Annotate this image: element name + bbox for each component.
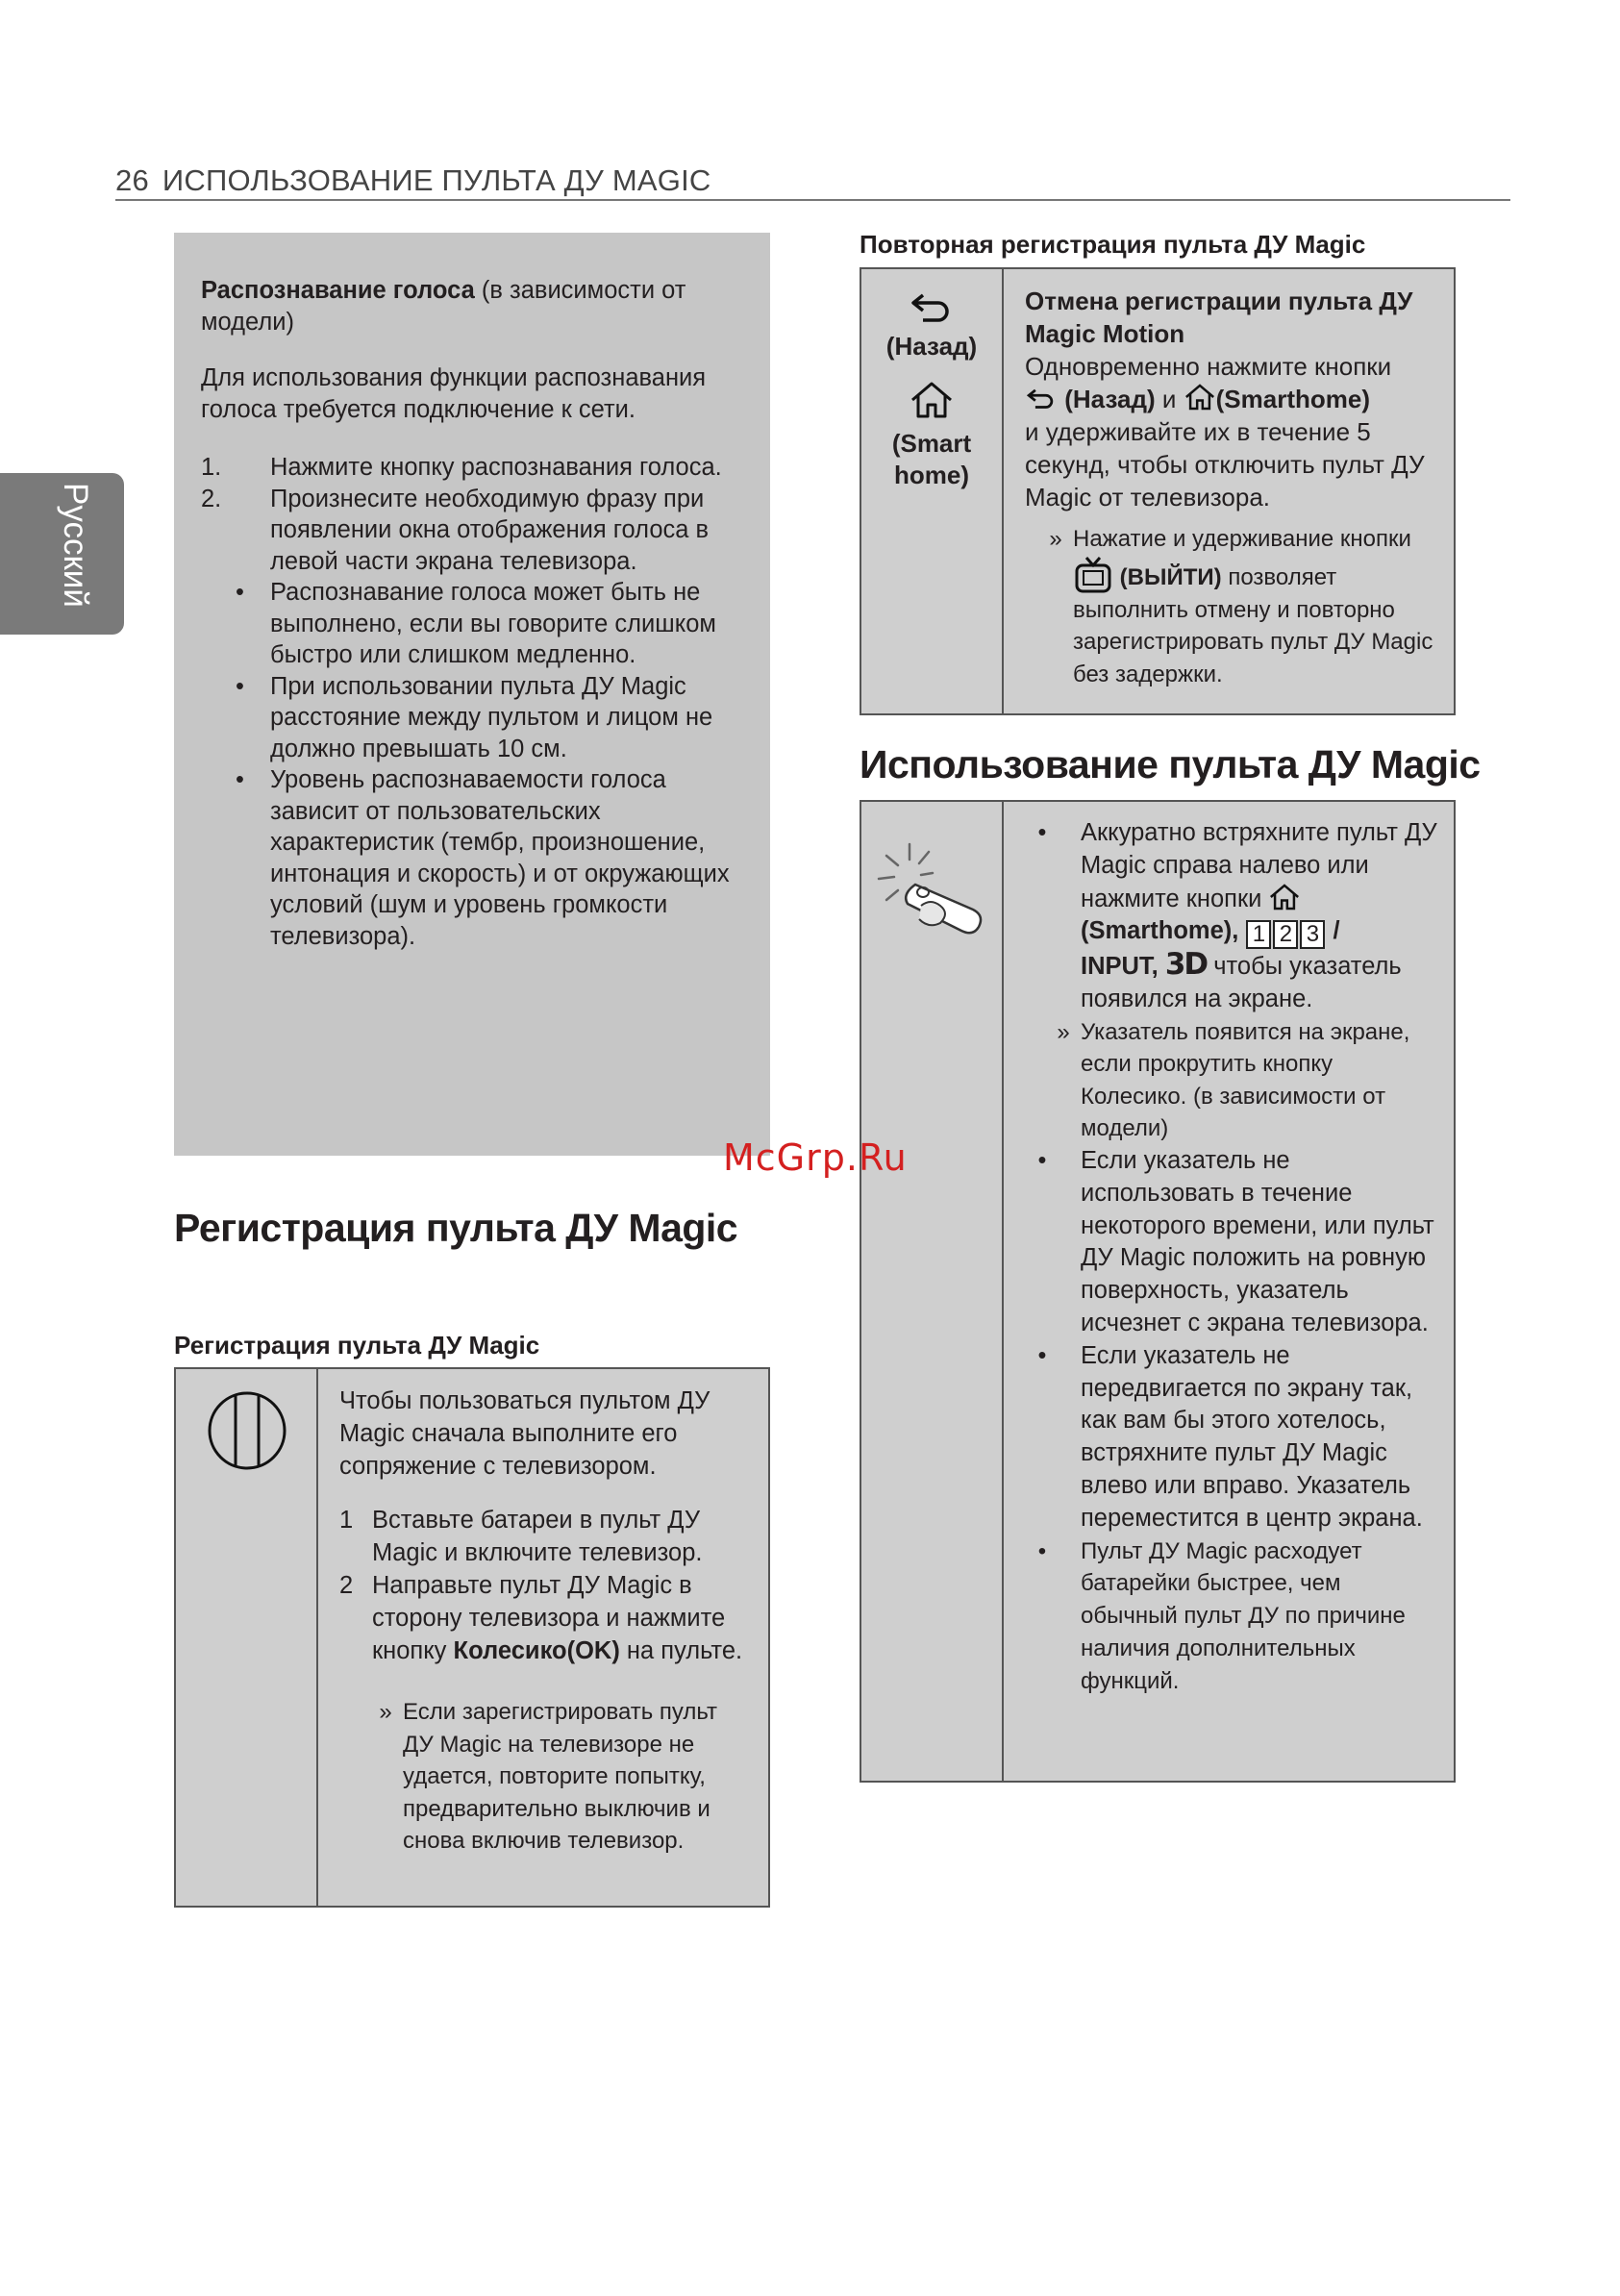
registration-subtitle: Регистрация пульта ДУ Magic xyxy=(174,1331,540,1360)
home-label: (Smart home) xyxy=(891,429,972,489)
back-icon xyxy=(908,290,956,323)
list-item: • При использовании пульта ДУ Magic расстояние между пультом и лицом не должно превышать 10 см. xyxy=(236,672,713,762)
reregistration-icon-cell xyxy=(861,269,1004,713)
list-item: • Уровень распознаваемости голоса зависит от пользовательских характеристик (тембр, произношение, интонация и скорость) и от окружающих условий (шум и уровень громкости телевизора). xyxy=(236,766,730,950)
voice-bullets xyxy=(201,577,745,952)
language-tab xyxy=(0,473,124,635)
registration-note: » Если зарегистрировать пульт ДУ Magic на телевизоре не удается, повторите попытку, предварительно выключив и снова включив телевизор. xyxy=(379,1699,718,1854)
voice-recognition-box xyxy=(174,233,770,1156)
list-item: • Пульт ДУ Magic расходует батарейки быстрее, чем обычный пульт ДУ по причине наличия дополнительных функций. xyxy=(1037,1537,1406,1694)
list-item: 1 Вставьте батареи в пульт ДУ Magic и включите телевизор. xyxy=(339,1507,703,1566)
reregistration-line3: и удерживайте их в течение 5 секунд, чтобы отключить пульт ДУ Magic от телевизора. xyxy=(1025,417,1425,512)
list-item: • Если указатель не использовать в течение некоторого времени, или пульт ДУ Magic положить на ровную поверхность, указатель исчезнет с экрана телевизора. xyxy=(1037,1146,1434,1336)
usage-text-cell xyxy=(1004,802,1454,1781)
list-item: • Аккуратно встряхните пульт ДУ Magic справа налево или нажмите кнопки (Smarthome), 1 2 3 / INPUT, 3D чтобы указатель появился на экране. xyxy=(1037,819,1437,1013)
registration-icon-cell xyxy=(176,1369,318,1906)
shake-remote-icon xyxy=(873,835,992,940)
home-icon xyxy=(909,380,955,420)
3d-icon: 3D xyxy=(1164,947,1208,983)
back-icon xyxy=(1025,387,1058,410)
list-item: 1. Нажмите кнопку распознавания голоса. xyxy=(201,454,722,481)
reregistration-heading: Отмена регистрации пульта ДУ Magic Motion xyxy=(1025,287,1413,348)
usage-section-title: Использование пульта ДУ Magic xyxy=(860,742,1481,786)
language-tab-label: Русский xyxy=(57,483,94,608)
reregistration-subtitle: Повторная регистрация пульта ДУ Magic xyxy=(860,230,1366,259)
back-label: (Назад) xyxy=(885,332,978,361)
home-icon xyxy=(1184,383,1216,412)
registration-intro: Чтобы пользоваться пультом ДУ Magic сначала выполните его сопряжение с телевизором. xyxy=(339,1387,710,1480)
reregistration-table xyxy=(860,267,1456,715)
home-icon xyxy=(1268,883,1301,911)
exit-tv-icon xyxy=(1073,556,1113,594)
key-2: 2 xyxy=(1273,920,1298,949)
registration-table xyxy=(174,1367,770,1908)
registration-section-title: Регистрация пульта ДУ Magic xyxy=(174,1206,738,1250)
list-item: 2 Направьте пульт ДУ Magic в сторону телевизора и нажмите кнопку Колесико(OK) на пульте. xyxy=(339,1572,743,1664)
wheel-button-icon xyxy=(207,1390,287,1471)
watermark: McGrp.Ru xyxy=(723,1136,908,1179)
usage-note: » Указатель появится на экране, если прокрутить кнопку Колесико. (в зависимости от модели) xyxy=(1057,1018,1410,1142)
registration-text-cell xyxy=(318,1369,768,1906)
reregistration-text-cell xyxy=(1004,269,1454,713)
chapter-title: ИСПОЛЬЗОВАНИЕ ПУЛЬТА ДУ MAGIC xyxy=(162,163,711,197)
list-item: 2. Произнесите необходимую фразу при появлении окна отображения голоса в левой части экрана телевизора. xyxy=(201,485,710,575)
registration-steps xyxy=(339,1504,749,1667)
page-number: 26 xyxy=(115,163,149,197)
key-1: 1 xyxy=(1246,920,1271,949)
page-header xyxy=(115,163,711,198)
voice-intro: Для использования функции распознавания голоса требуется подключение к сети. xyxy=(201,364,707,423)
usage-icon-cell xyxy=(861,802,1004,1781)
reregistration-note: » Нажатие и удерживание кнопки (ВЫЙТИ) позволяет выполнить отмену и повторно зарегистрировать пульт ДУ Magic без задержки. xyxy=(1049,526,1433,687)
header-rule xyxy=(115,199,1510,201)
list-item: • Если указатель не передвигается по экрану так, как вам бы этого хотелось, встряхните пульт ДУ Magic влево или вправо. Указатель переместится в центр экрана. xyxy=(1037,1341,1423,1532)
list-item: • Распознавание голоса может быть не выполнено, если вы говорите слишком быстро или слишком медленно. xyxy=(236,579,716,668)
voice-steps xyxy=(201,452,745,577)
key-3: 3 xyxy=(1300,920,1325,949)
reregistration-line2: (Назад) и (Smarthome) xyxy=(1025,383,1440,415)
voice-title: Распознавание голоса (в зависимости от модели) xyxy=(201,277,686,336)
reregistration-line1: Одновременно нажмите кнопки xyxy=(1025,352,1392,381)
usage-table xyxy=(860,800,1456,1783)
